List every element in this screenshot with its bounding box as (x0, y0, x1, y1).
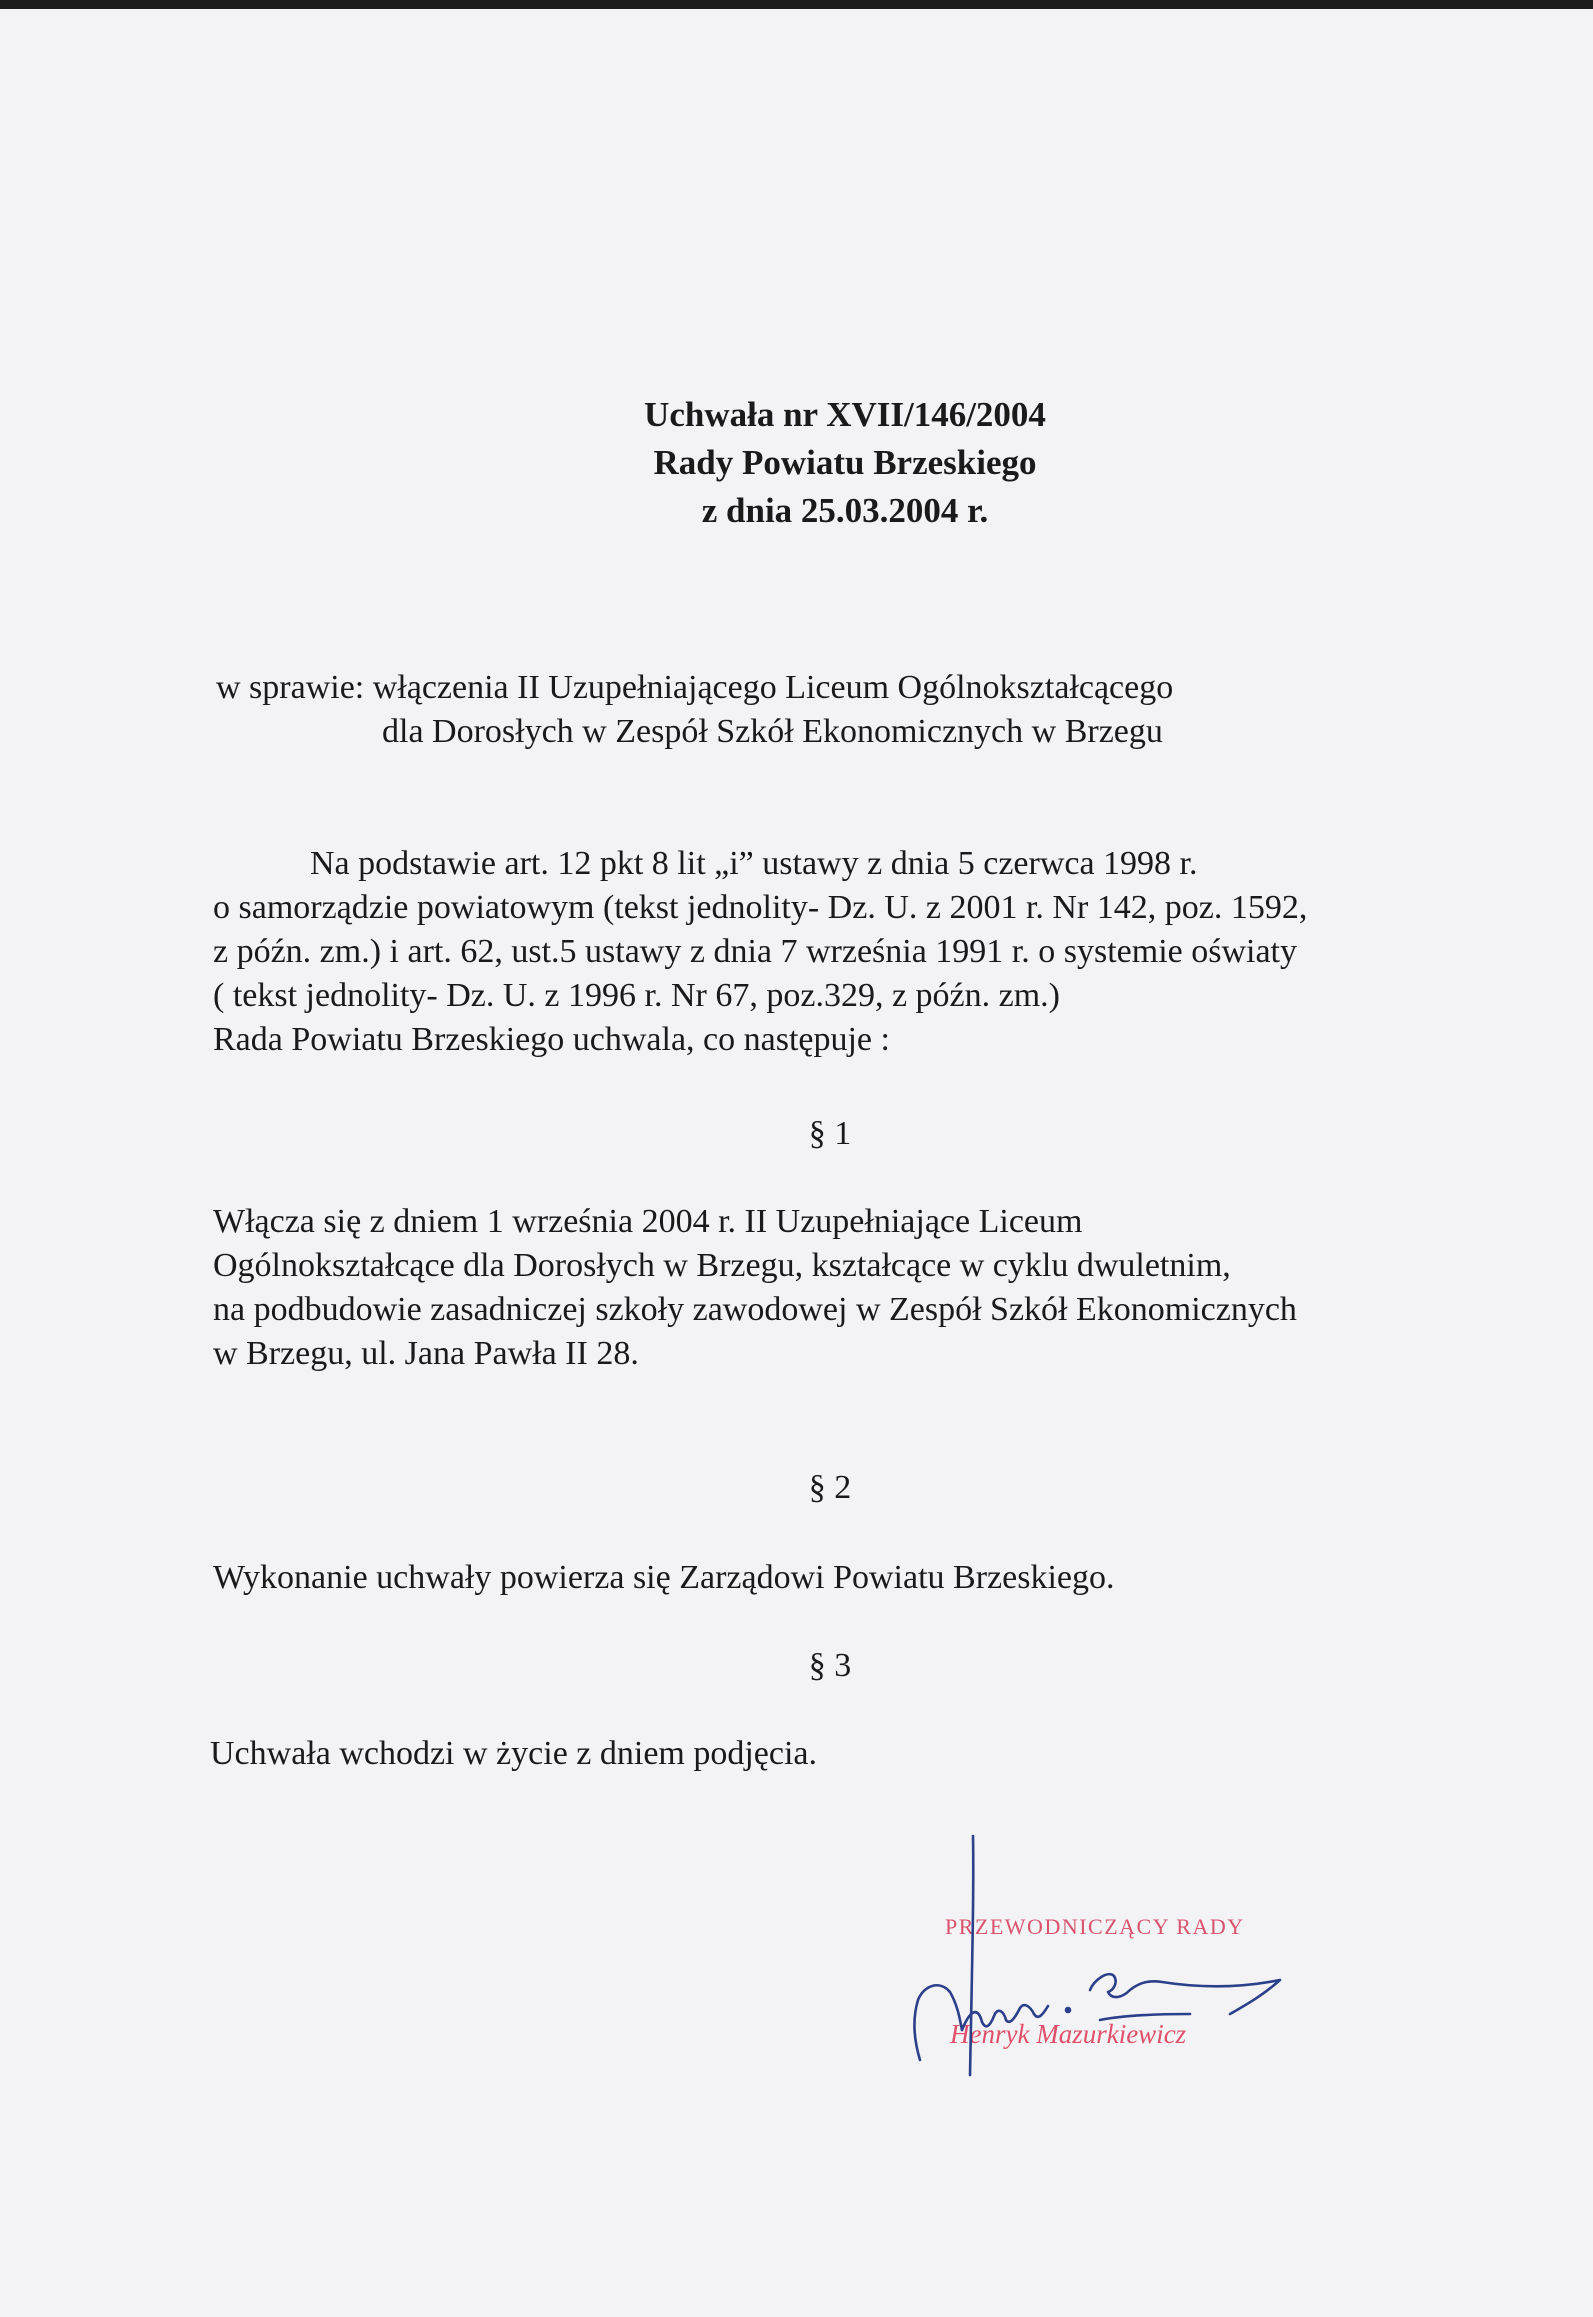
section-1-line-2: Ogólnokształcące dla Dorosłych w Brzegu, kształcące w cyklu dwuletnim, (213, 1247, 1231, 1284)
resolution-date: z dnia 25.03.2004 r. (701, 491, 989, 530)
section-1-line-4: w Brzegu, ul. Jana Pawła II 28. (213, 1335, 639, 1372)
signature (900, 1830, 1380, 2080)
stamp-name: Henryk Mazurkiewicz (950, 2019, 1187, 2049)
section-3-line-1: Uchwała wchodzi w życie z dniem podjęcia. (210, 1735, 818, 1772)
subject-line-1: w sprawie: włączenia II Uzupełniającego Liceum Ogólnokształcącego (216, 669, 1174, 706)
subject-line-2: dla Dorosłych w Zespół Szkół Ekonomicznych w Brzegu (382, 713, 1163, 750)
resolution-number: Uchwała nr XVII/146/2004 (644, 395, 1046, 434)
council-name: Rady Powiatu Brzeskiego (653, 443, 1037, 482)
preamble-line-1: Na podstawie art. 12 pkt 8 lit „i” ustawy z dnia 5 czerwca 1998 r. (310, 845, 1198, 882)
section-2-line-1: Wykonanie uchwały powierza się Zarządowi Powiatu Brzeskiego. (213, 1559, 1115, 1596)
section-1-line-3: na podbudowie zasadniczej szkoły zawodowej w Zespół Szkół Ekonomicznych (213, 1291, 1297, 1328)
preamble-line-2: o samorządzie powiatowym (tekst jednolity- Dz. U. z 2001 r. Nr 142, poz. 1592, (213, 889, 1308, 926)
section-2-mark: § 2 (808, 1469, 852, 1506)
scan-border (0, 0, 1593, 9)
stamp-title: PRZEWODNICZĄCY RADY (945, 1914, 1245, 1939)
section-1-mark: § 1 (808, 1115, 852, 1152)
preamble-line-5: Rada Powiatu Brzeskiego uchwala, co następuje : (213, 1021, 890, 1058)
section-1-line-1: Włącza się z dniem 1 września 2004 r. II Uzupełniające Liceum (213, 1203, 1083, 1240)
preamble-line-4: ( tekst jednolity- Dz. U. z 1996 r. Nr 67, poz.329, z późn. zm.) (213, 977, 1060, 1014)
section-3-mark: § 3 (808, 1647, 852, 1684)
preamble-line-3: z późn. zm.) i art. 62, ust.5 ustawy z dnia 7 września 1991 r. o systemie oświaty (213, 933, 1297, 970)
